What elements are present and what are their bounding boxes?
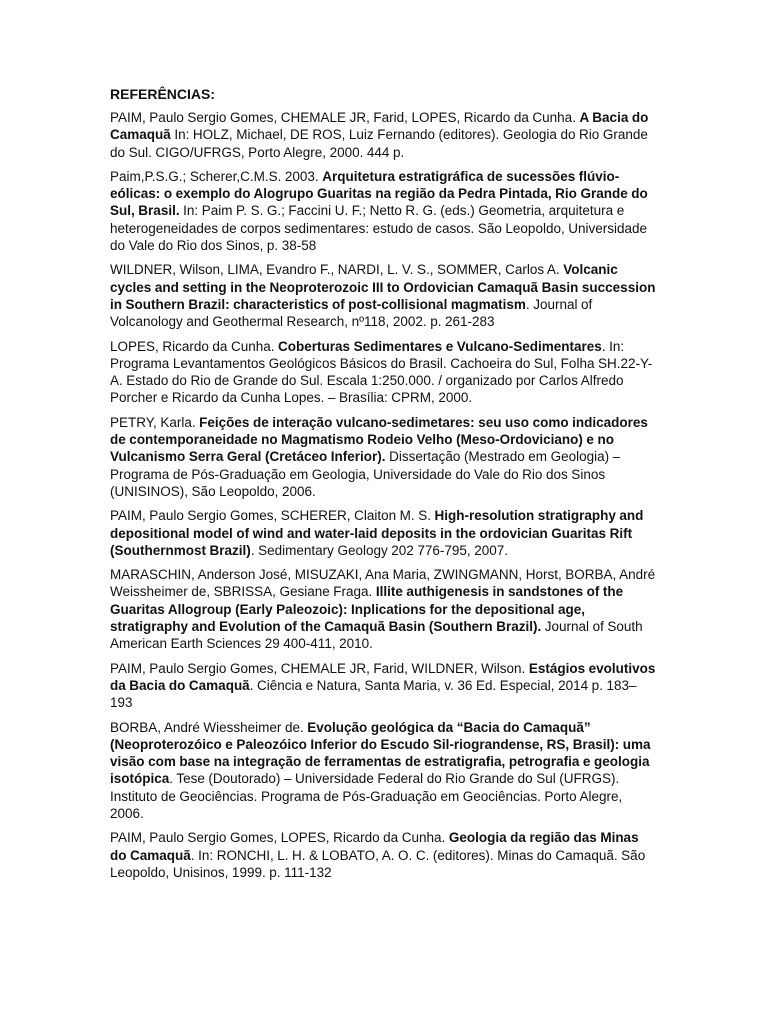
reference-title: Geologia da região das Minas do Camaquã xyxy=(110,830,639,863)
reference-title: Coberturas Sedimentares e Vulcano-Sedimentares xyxy=(278,338,602,354)
reference-entry xyxy=(110,338,658,407)
reference-details: . Sedimentary Geology 202 776-795, 2007. xyxy=(250,542,508,558)
reference-details: In: HOLZ, Michael, DE ROS, Luiz Fernando (editores). Geologia do Rio Grande do Sul. CIGO/UFRGS, Porto Alegre, 2000. 444 p. xyxy=(110,127,648,160)
reference-authors: PAIM, Paulo Sergio Gomes, CHEMALE JR, Farid, LOPES, Ricardo da Cunha. xyxy=(110,110,580,125)
reference-entry xyxy=(110,566,658,652)
reference-title: Volcanic cycles and setting in the Neoproterozoic III to Ordovician Camaquã Basin succession in Southern Brazil: characteristics of post-collisional magmatism xyxy=(110,262,656,312)
reference-authors: PAIM, Paulo Sergio Gomes, CHEMALE JR, Farid, WILDNER, Wilson. xyxy=(110,660,529,676)
reference-entry xyxy=(110,168,658,254)
reference-authors: WILDNER, Wilson, LIMA, Evandro F., NARDI, L. V. S., SOMMER, Carlos A. xyxy=(110,262,564,278)
reference-title: Illite authigenesis in sandstones of the Guaritas Allogroup (Early Paleozoic): Inplications for the depositional age, stratigraphy and Evolution of the Camaquã Basin (Southern Brazil). xyxy=(110,584,624,635)
reference-entry xyxy=(110,829,658,881)
reference-details: . Journal of Volcanology and Geothermal Research, nº118, 2002. p. 261-283 xyxy=(110,296,593,330)
reference-details: . Tese (Doutorado) – Universidade Federal do Rio Grande do Sul (UFRGS). Instituto de Geociências. Programa de Pós-Graduação em Geociências. Porto Alegre, 2006. xyxy=(110,771,623,821)
references-list xyxy=(110,109,658,881)
reference-authors: MARASCHIN, Anderson José, MISUZAKI, Ana Maria, ZWINGMANN, Horst, BORBA, André Weissheimer de, SBRISSA, Gesiane Fraga. xyxy=(110,567,656,600)
reference-entry xyxy=(110,507,658,559)
reference-title: Estágios evolutivos da Bacia do Camaquã xyxy=(110,660,656,693)
reference-title: Feições de interação vulcano-sedimetares: seu uso como indicadores de contemporaneidade no Magmatismo Rodeio Velho (Meso-Ordoviciano) e no Vulcanismo Serra Geral (Cretáceo Inferior). xyxy=(110,414,648,465)
reference-details: Dissertação (Mestrado em Geologia) – Programa de Pós-Graduação em Geologia, Universidade do Vale do Rio dos Sinos (UNISINOS), São Leopoldo, 2006. xyxy=(110,449,621,499)
reference-authors: PETRY, Karla. xyxy=(110,414,200,430)
reference-entry xyxy=(110,660,658,712)
reference-details: . In: RONCHI, L. H. & LOBATO, A. O. C. (editores). Minas do Camaquã. São Leopoldo, Unisinos, 1999. p. 111-132 xyxy=(110,847,646,880)
reference-title: Arquitetura estratigráfica de sucessões flúvio-eólicas: o exemplo do Alogrupo Guaritas na região da Pedra Pintada, Rio Grande do Sul, Brasil. xyxy=(110,168,648,219)
reference-entry xyxy=(110,109,658,161)
reference-authors: BORBA, André Wiessheimer de. xyxy=(110,719,308,735)
references-section xyxy=(110,85,658,888)
reference-title: Evolução geológica da “Bacia do Camaquã” (Neoproterozóico e Paleozóico Inferior do Escudo Sil-riograndense, RS, Brasil): uma visão com base na integração de ferramentas de estratigrafia, petrografia e geologia isotópica xyxy=(110,719,651,787)
reference-entry xyxy=(110,261,658,330)
reference-authors: PAIM, Paulo Sergio Gomes, LOPES, Ricardo da Cunha. xyxy=(110,830,449,846)
reference-title: High-resolution stratigraphy and depositional model of wind and water-laid deposits in the ordovician Guaritas Rift (Southernmost Brazil) xyxy=(110,508,644,558)
reference-authors: LOPES, Ricardo da Cunha. xyxy=(110,338,279,354)
reference-details: Journal of South American Earth Sciences 29 400-411, 2010. xyxy=(110,619,643,652)
references-heading: REFERÊNCIAS: xyxy=(110,86,216,102)
reference-authors: Paim,P.S.G.; Scherer,C.M.S. 2003. xyxy=(110,168,323,184)
reference-details: . In: Programa Levantamentos Geológicos Básicos do Brasil. Cachoeira do Sul, Folha SH.22-Y-A. Estado do Rio de Grande do Sul. Escala 1:250.000. / organizado por Carlos Alfredo Porcher e Ricardo da Cunha Lopes. – Brasília: CPRM, 2000. xyxy=(110,338,653,406)
reference-details: In: Paim P. S. G.; Faccini U. F.; Netto R. G. (eds.) Geometria, arquitetura e heterogeneidades de corpos sedimentares: estudo de casos. São Leopoldo, Universidade do Vale do Rio dos Sinos, p. 38-58 xyxy=(110,203,648,254)
reference-entry xyxy=(110,414,658,500)
reference-details: . Ciência e Natura, Santa Maria, v. 36 Ed. Especial, 2014 p. 183–193 xyxy=(110,677,637,711)
reference-authors: PAIM, Paulo Sergio Gomes, SCHERER, Claiton M. S. xyxy=(110,508,435,524)
reference-title: A Bacia do Camaquã xyxy=(110,110,649,143)
reference-entry xyxy=(110,719,658,823)
